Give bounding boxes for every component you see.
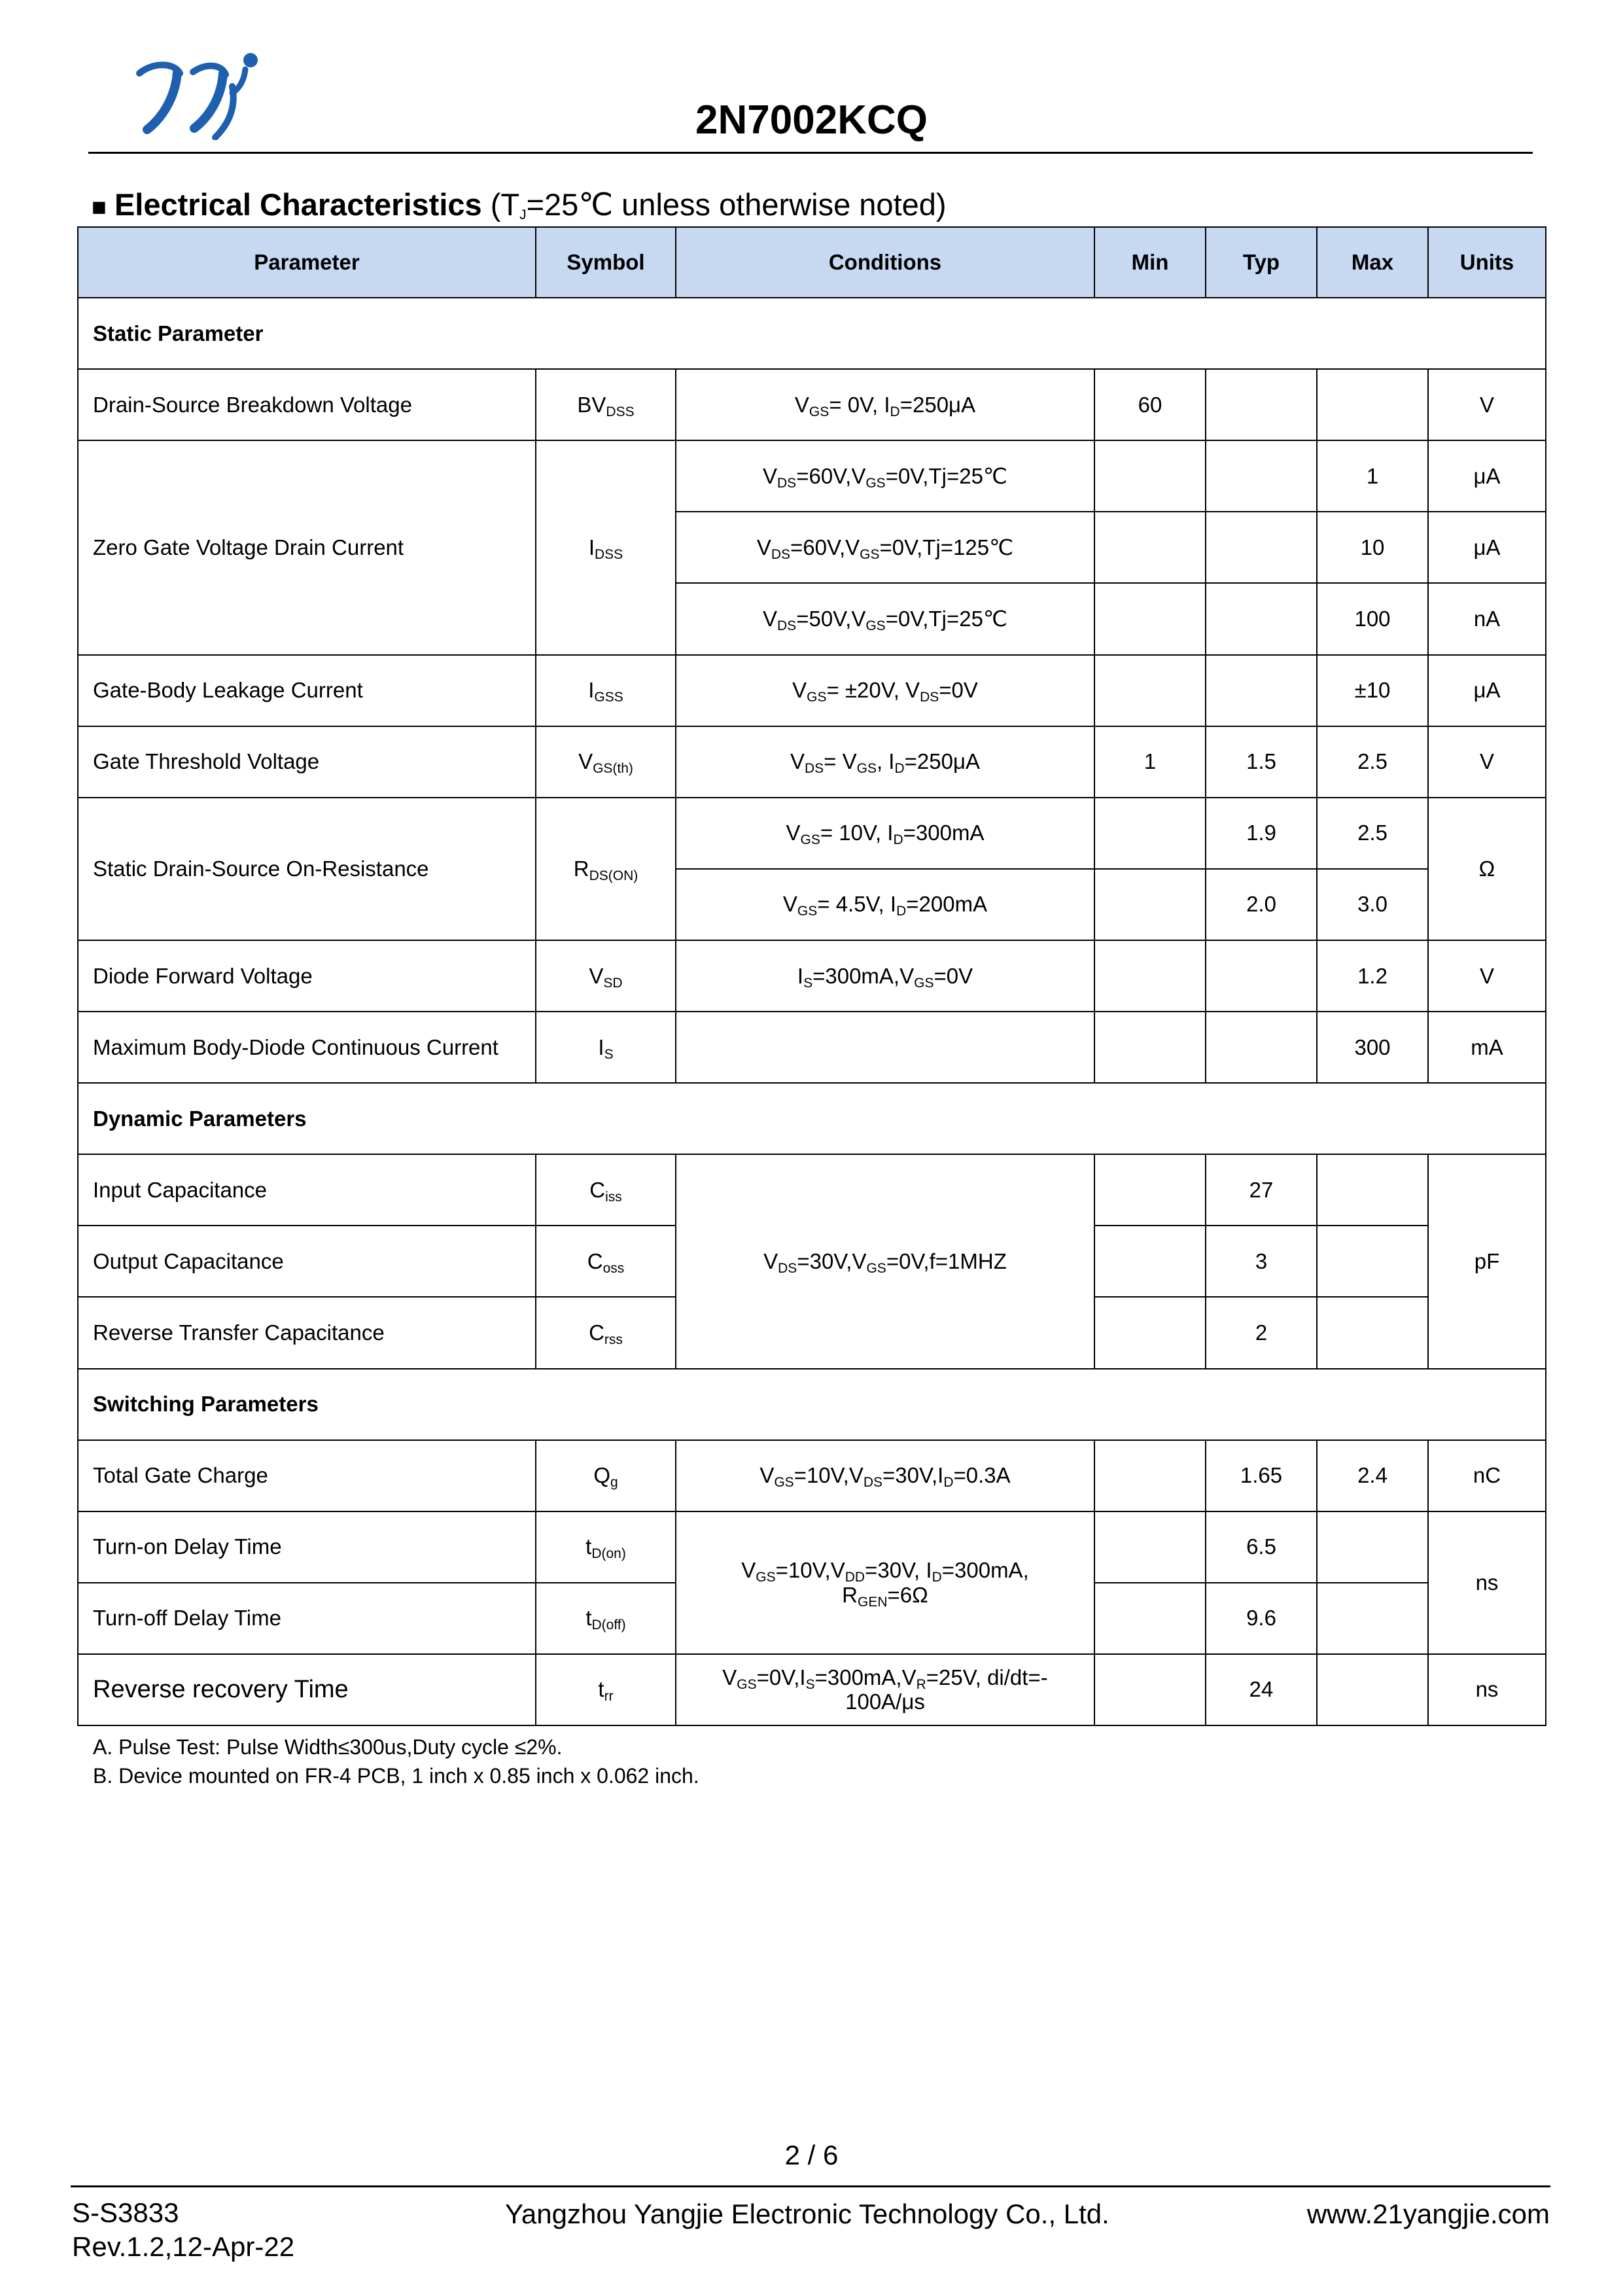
typ-cell — [1206, 583, 1317, 654]
max-cell — [1317, 1511, 1428, 1583]
max-cell: 10 — [1317, 512, 1428, 583]
electrical-characteristics-table — [77, 226, 1546, 1726]
max-cell: 2.5 — [1317, 726, 1428, 798]
conditions-cell: $V_{GS}=0V,I_S=300mA,V_R=25V$, di/dt=- 100A/μs — [676, 1654, 1094, 1725]
typ-cell: 9.6 — [1206, 1583, 1317, 1654]
col-header-units: Units — [1428, 227, 1546, 298]
conditions-cell: $V_{GS}= \pm 20V$, $V_{DS}=0V$ — [676, 655, 1094, 726]
section-bullet: ■ — [92, 194, 107, 221]
max-cell — [1317, 1154, 1428, 1226]
typ-cell: 3 — [1206, 1226, 1317, 1297]
symbol-cell: $I_S$ — [536, 1012, 676, 1083]
table-row — [78, 655, 1546, 726]
company-name: Yangzhou Yangjie Electronic Technology Co., Ltd. — [505, 2199, 1109, 2229]
symbol-cell: $t_{rr}$ — [536, 1654, 676, 1725]
col-header-max: Max — [1317, 227, 1428, 298]
symbol-cell: $C_{rss}$ — [536, 1297, 676, 1368]
conditions-cell: $I_S=300mA,V_{GS}=0V$ — [676, 940, 1094, 1012]
conditions-cell: $V_{GS}=10V,V_{DD}=30V$, $I_D=300mA$, $R_{GEN}=6\Omega$ — [676, 1511, 1094, 1654]
page-number: 2 / 6 — [784, 2140, 839, 2170]
symbol-cell: $BV_{DSS}$ — [536, 369, 676, 440]
section-label: Switching Parameters — [78, 1369, 1546, 1440]
max-cell — [1317, 1583, 1428, 1654]
param-cell: Diode Forward Voltage — [78, 940, 536, 1012]
unit-cell: nA — [1428, 583, 1546, 654]
symbol-cell: $I_{GSS}$ — [536, 655, 676, 726]
unit-cell: μA — [1428, 512, 1546, 583]
min-cell — [1094, 940, 1206, 1012]
max-cell: 2.5 — [1317, 798, 1428, 869]
symbol-cell: $I_{DSS}$ — [536, 440, 676, 654]
unit-cell: μA — [1428, 655, 1546, 726]
typ-cell — [1206, 940, 1317, 1012]
table-row — [78, 1654, 1546, 1725]
typ-cell: 1.65 — [1206, 1440, 1317, 1511]
col-header-symbol: Symbol — [536, 227, 676, 298]
section-label: Dynamic Parameters — [78, 1083, 1546, 1154]
col-header-typ: Typ — [1206, 227, 1317, 298]
table-row — [78, 1440, 1546, 1511]
revision: Rev.1.2,12-Apr-22 — [72, 2231, 295, 2262]
symbol-cell: $Q_g$ — [536, 1440, 676, 1511]
symbol-cell: $V_{GS(th)}$ — [536, 726, 676, 798]
param-cell: Turn-off Delay Time — [78, 1583, 536, 1654]
max-cell: ±10 — [1317, 655, 1428, 726]
max-cell: 1 — [1317, 440, 1428, 512]
min-cell — [1094, 1654, 1206, 1725]
min-cell — [1094, 1440, 1206, 1511]
note-b: B. Device mounted on FR-4 PCB, 1 inch x 0.85 inch x 0.062 inch. — [93, 1764, 699, 1788]
note-a: A. Pulse Test: Pulse Width≤300us,Duty cycle ≤2%. — [93, 1735, 563, 1759]
table-notes — [93, 1733, 699, 1790]
conditions-cell: $V_{GS}= 4.5V$, $I_D=200mA$ — [676, 869, 1094, 940]
unit-cell: μA — [1428, 440, 1546, 512]
min-cell — [1094, 798, 1206, 869]
unit-cell: nC — [1428, 1440, 1546, 1511]
typ-cell — [1206, 440, 1317, 512]
section-row-switching — [78, 1369, 1546, 1440]
max-cell — [1317, 369, 1428, 440]
conditions-cell: $V_{DS}=50V,V_{GS}=0V,Tj=25℃$ — [676, 583, 1094, 654]
table-row — [78, 940, 1546, 1012]
min-cell — [1094, 583, 1206, 654]
unit-cell: ns — [1428, 1511, 1546, 1654]
min-cell: 60 — [1094, 369, 1206, 440]
max-cell — [1317, 1297, 1428, 1368]
unit-cell: V — [1428, 369, 1546, 440]
doc-id: S-S3833 — [72, 2197, 179, 2228]
max-cell — [1317, 1226, 1428, 1297]
param-cell: Gate Threshold Voltage — [78, 726, 536, 798]
param-cell: Total Gate Charge — [78, 1440, 536, 1511]
min-cell — [1094, 1154, 1206, 1226]
col-header-min: Min — [1094, 227, 1206, 298]
typ-cell — [1206, 655, 1317, 726]
min-cell — [1094, 655, 1206, 726]
col-header-parameter: Parameter — [78, 227, 536, 298]
footer-rule — [71, 2185, 1550, 2187]
min-cell — [1094, 869, 1206, 940]
min-cell — [1094, 1226, 1206, 1297]
param-cell: Reverse recovery Time — [78, 1654, 536, 1725]
typ-cell — [1206, 512, 1317, 583]
section-row-static — [78, 298, 1546, 369]
param-cell: Static Drain-Source On-Resistance — [78, 798, 536, 940]
table-header-row — [78, 227, 1546, 298]
max-cell — [1317, 1654, 1428, 1725]
param-cell: Input Capacitance — [78, 1154, 536, 1226]
max-cell: 1.2 — [1317, 940, 1428, 1012]
param-cell: Drain-Source Breakdown Voltage — [78, 369, 536, 440]
typ-cell: 27 — [1206, 1154, 1317, 1226]
param-cell: Turn-on Delay Time — [78, 1511, 536, 1583]
typ-cell — [1206, 1012, 1317, 1083]
min-cell — [1094, 1297, 1206, 1368]
typ-cell: 1.5 — [1206, 726, 1317, 798]
typ-cell: 2 — [1206, 1297, 1317, 1368]
section-row-dynamic — [78, 1083, 1546, 1154]
typ-cell: 24 — [1206, 1654, 1317, 1725]
param-cell: Output Capacitance — [78, 1226, 536, 1297]
typ-cell — [1206, 369, 1317, 440]
conditions-cell: $V_{DS}=30V,V_{GS}=0V,f=1MHZ$ — [676, 1154, 1094, 1368]
unit-cell: ns — [1428, 1654, 1546, 1725]
conditions-cell: $V_{DS}=60V,V_{GS}=0V,Tj=125℃$ — [676, 512, 1094, 583]
unit-cell: mA — [1428, 1012, 1546, 1083]
table-row — [78, 1012, 1546, 1083]
unit-cell: V — [1428, 726, 1546, 798]
min-cell — [1094, 1012, 1206, 1083]
unit-cell: pF — [1428, 1154, 1546, 1368]
symbol-cell: $C_{iss}$ — [536, 1154, 676, 1226]
table-row — [78, 798, 1546, 869]
header-rule — [88, 152, 1533, 154]
website: www.21yangjie.com — [1306, 2199, 1550, 2229]
min-cell — [1094, 1583, 1206, 1654]
section-label: Static Parameter — [78, 298, 1546, 369]
typ-cell: 6.5 — [1206, 1511, 1317, 1583]
min-cell — [1094, 1511, 1206, 1583]
min-cell — [1094, 440, 1206, 512]
section-title: ■ Electrical Characteristics ($T_J=25℃$ unless otherwise noted) — [92, 187, 947, 222]
typ-cell: 2.0 — [1206, 869, 1317, 940]
section-heading: Electrical Characteristics — [114, 187, 482, 222]
symbol-cell: $t_{D(off)}$ — [536, 1583, 676, 1654]
conditions-cell — [676, 1012, 1094, 1083]
param-cell: Maximum Body-Diode Continuous Current — [78, 1012, 536, 1083]
unit-cell: Ω — [1428, 798, 1546, 940]
param-cell: Reverse Transfer Capacitance — [78, 1297, 536, 1368]
symbol-cell: $R_{DS(ON)}$ — [536, 798, 676, 940]
typ-cell: 1.9 — [1206, 798, 1317, 869]
col-header-conditions: Conditions — [676, 227, 1094, 298]
symbol-cell: $t_{D(on)}$ — [536, 1511, 676, 1583]
unit-cell: V — [1428, 940, 1546, 1012]
max-cell: 3.0 — [1317, 869, 1428, 940]
param-cell: Zero Gate Voltage Drain Current — [78, 440, 536, 654]
table-row — [78, 440, 1546, 512]
min-cell: 1 — [1094, 726, 1206, 798]
min-cell — [1094, 512, 1206, 583]
max-cell: 300 — [1317, 1012, 1428, 1083]
conditions-cell: $V_{DS}=60V,V_{GS}=0V,Tj=25℃$ — [676, 440, 1094, 512]
table-row — [78, 369, 1546, 440]
max-cell: 2.4 — [1317, 1440, 1428, 1511]
table-row — [78, 1154, 1546, 1226]
conditions-cell: $V_{GS}=10V,V_{DS}=30V,I_D=0.3A$ — [676, 1440, 1094, 1511]
param-cell: Gate-Body Leakage Current — [78, 655, 536, 726]
symbol-cell: $C_{oss}$ — [536, 1226, 676, 1297]
conditions-cell: $V_{GS}= 10V$, $I_D=300mA$ — [676, 798, 1094, 869]
table-row — [78, 726, 1546, 798]
document-title: 2N7002KCQ — [695, 97, 928, 143]
conditions-cell: $V_{DS}= V_{GS}$, $I_D=250\mu A$ — [676, 726, 1094, 798]
footer-doc-info — [72, 2196, 294, 2264]
max-cell: 100 — [1317, 583, 1428, 654]
symbol-cell: $V_{SD}$ — [536, 940, 676, 1012]
table-row — [78, 1511, 1546, 1583]
conditions-cell: $V_{GS}= 0V$, $I_D=250\mu A$ — [676, 369, 1094, 440]
